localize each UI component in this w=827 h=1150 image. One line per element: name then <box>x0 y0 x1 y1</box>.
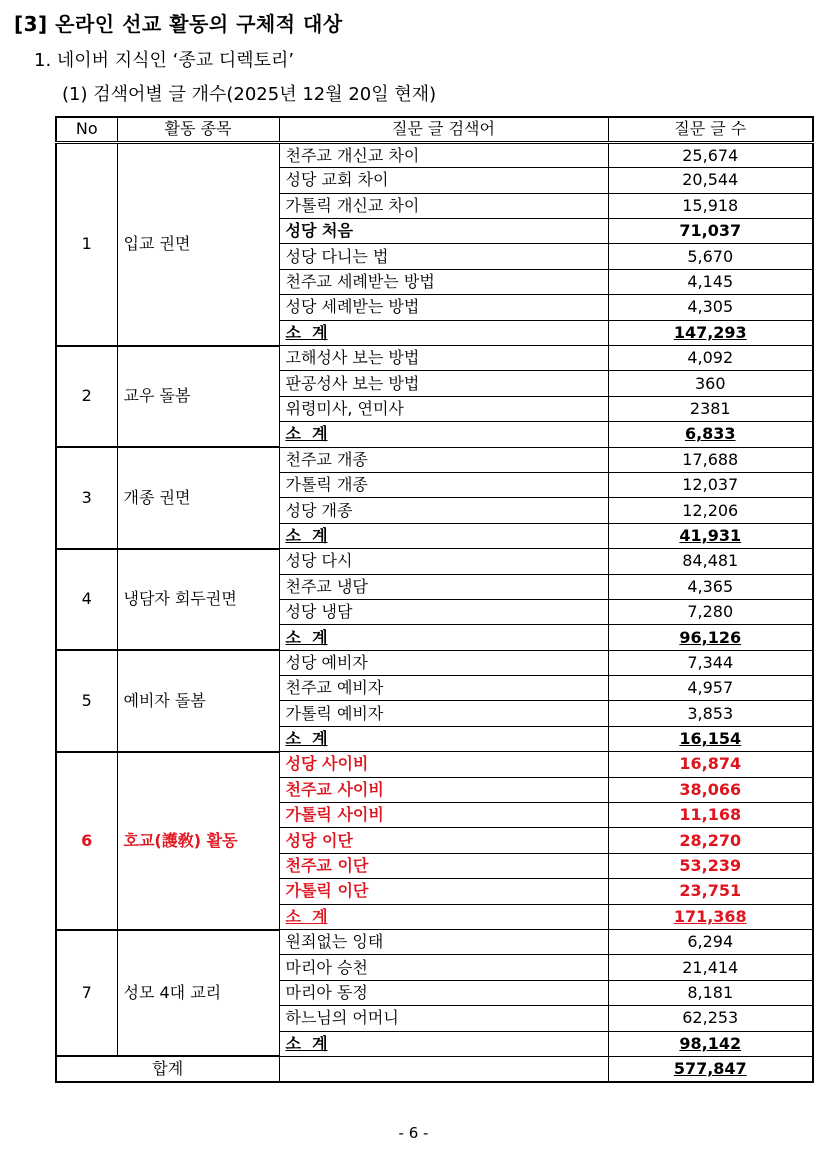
header-count: 질문 글 수 <box>608 117 813 142</box>
header-keyword: 질문 글 검색어 <box>279 117 608 142</box>
keyword-cell: 성당 개종 <box>279 498 608 523</box>
keyword-cell: 천주교 세례받는 방법 <box>279 269 608 294</box>
total-label: 합계 <box>56 1056 279 1081</box>
keyword-cell: 가톨릭 개신교 차이 <box>279 193 608 218</box>
count-cell: 12,037 <box>608 472 813 497</box>
subtotal-label: 소 계 <box>279 523 608 548</box>
count-cell: 23,751 <box>608 879 813 904</box>
count-cell: 17,688 <box>608 447 813 472</box>
page-number: - 6 - <box>398 1124 429 1142</box>
count-cell: 28,270 <box>608 828 813 853</box>
table-row <box>56 549 813 574</box>
keyword-cell: 성당 이단 <box>279 828 608 853</box>
count-cell: 6,294 <box>608 930 813 955</box>
table-caption: (1) 검색어별 글 개수(2025년 12월 20일 현재) <box>62 84 437 105</box>
group-category: 개종 권면 <box>117 447 279 549</box>
keyword-cell: 가톨릭 예비자 <box>279 701 608 726</box>
group-number: 6 <box>56 752 117 930</box>
keyword-cell: 마리아 승천 <box>279 955 608 980</box>
group-number: 4 <box>56 549 117 651</box>
group-category: 냉담자 회두권면 <box>117 549 279 651</box>
subtotal-label: 소 계 <box>279 1031 608 1056</box>
subtotal-label: 소 계 <box>279 726 608 751</box>
count-cell: 7,344 <box>608 650 813 675</box>
table-row <box>56 447 813 472</box>
keyword-cell: 성당 세례받는 방법 <box>279 295 608 320</box>
count-cell: 4,957 <box>608 676 813 701</box>
count-cell: 12,206 <box>608 498 813 523</box>
subtotal-value: 147,293 <box>608 320 813 345</box>
keyword-cell: 성당 처음 <box>279 219 608 244</box>
keyword-cell: 성당 교회 차이 <box>279 168 608 193</box>
keyword-cell: 가톨릭 사이비 <box>279 803 608 828</box>
header-category: 활동 종목 <box>117 117 279 142</box>
keyword-cell: 가톨릭 이단 <box>279 879 608 904</box>
total-row <box>56 1056 813 1081</box>
count-cell: 4,305 <box>608 295 813 320</box>
keyword-cell: 성당 다니는 법 <box>279 244 608 269</box>
subtotal-label: 소 계 <box>279 320 608 345</box>
subtotal-value: 41,931 <box>608 523 813 548</box>
count-cell: 4,092 <box>608 346 813 371</box>
keyword-cell: 마리아 동정 <box>279 980 608 1005</box>
total-value: 577,847 <box>608 1056 813 1081</box>
table-row <box>56 752 813 777</box>
keyword-cell: 성당 다시 <box>279 549 608 574</box>
keyword-cell: 천주교 이단 <box>279 853 608 878</box>
keyword-cell: 하느님의 어머니 <box>279 1006 608 1031</box>
group-category: 교우 돌봄 <box>117 346 279 448</box>
count-cell: 25,674 <box>608 142 813 167</box>
table-row <box>56 346 813 371</box>
keyword-cell: 성당 사이비 <box>279 752 608 777</box>
table-row <box>56 650 813 675</box>
count-cell: 7,280 <box>608 599 813 624</box>
section-heading: [3] 온라인 선교 활동의 구체적 대상 <box>14 12 343 36</box>
subtotal-label: 소 계 <box>279 625 608 650</box>
table-row <box>56 930 813 955</box>
count-cell: 3,853 <box>608 701 813 726</box>
count-cell: 53,239 <box>608 853 813 878</box>
keyword-cell: 천주교 냉담 <box>279 574 608 599</box>
group-number: 2 <box>56 346 117 448</box>
keyword-cell: 천주교 개신교 차이 <box>279 142 608 167</box>
table-row <box>56 142 813 167</box>
count-cell: 71,037 <box>608 219 813 244</box>
keyword-cell: 가톨릭 개종 <box>279 472 608 497</box>
keyword-cell: 천주교 개종 <box>279 447 608 472</box>
total-keyword-empty <box>279 1056 608 1081</box>
keyword-cell: 고해성사 보는 방법 <box>279 346 608 371</box>
group-category: 성모 4대 교리 <box>117 930 279 1057</box>
keyword-cell: 판공성사 보는 방법 <box>279 371 608 396</box>
keyword-cell: 성당 예비자 <box>279 650 608 675</box>
count-cell: 15,918 <box>608 193 813 218</box>
keyword-cell: 원죄없는 잉태 <box>279 930 608 955</box>
subtotal-value: 96,126 <box>608 625 813 650</box>
count-cell: 16,874 <box>608 752 813 777</box>
keyword-cell: 천주교 예비자 <box>279 676 608 701</box>
keyword-cell: 성당 냉담 <box>279 599 608 624</box>
subtotal-value: 6,833 <box>608 422 813 447</box>
group-number: 3 <box>56 447 117 549</box>
table-header-row <box>56 117 813 142</box>
count-cell: 4,145 <box>608 269 813 294</box>
group-number: 5 <box>56 650 117 752</box>
count-cell: 5,670 <box>608 244 813 269</box>
search-keyword-table <box>55 116 814 1083</box>
count-cell: 20,544 <box>608 168 813 193</box>
group-category: 예비자 돌봄 <box>117 650 279 752</box>
count-cell: 21,414 <box>608 955 813 980</box>
count-cell: 8,181 <box>608 980 813 1005</box>
subtotal-value: 16,154 <box>608 726 813 751</box>
count-cell: 360 <box>608 371 813 396</box>
count-cell: 11,168 <box>608 803 813 828</box>
subtotal-label: 소 계 <box>279 422 608 447</box>
count-cell: 62,253 <box>608 1006 813 1031</box>
count-cell: 2381 <box>608 396 813 421</box>
subtotal-value: 171,368 <box>608 904 813 929</box>
count-cell: 38,066 <box>608 777 813 802</box>
header-no: No <box>56 117 117 142</box>
group-category: 입교 권면 <box>117 142 279 345</box>
subsection-heading: 1. 네이버 지식인 ‘종교 디렉토리’ <box>34 50 295 71</box>
count-cell: 4,365 <box>608 574 813 599</box>
keyword-cell: 위령미사, 연미사 <box>279 396 608 421</box>
count-cell: 84,481 <box>608 549 813 574</box>
subtotal-value: 98,142 <box>608 1031 813 1056</box>
group-number: 7 <box>56 930 117 1057</box>
group-number: 1 <box>56 142 117 345</box>
keyword-cell: 천주교 사이비 <box>279 777 608 802</box>
subtotal-label: 소 계 <box>279 904 608 929</box>
group-category: 호교(護敎) 활동 <box>117 752 279 930</box>
